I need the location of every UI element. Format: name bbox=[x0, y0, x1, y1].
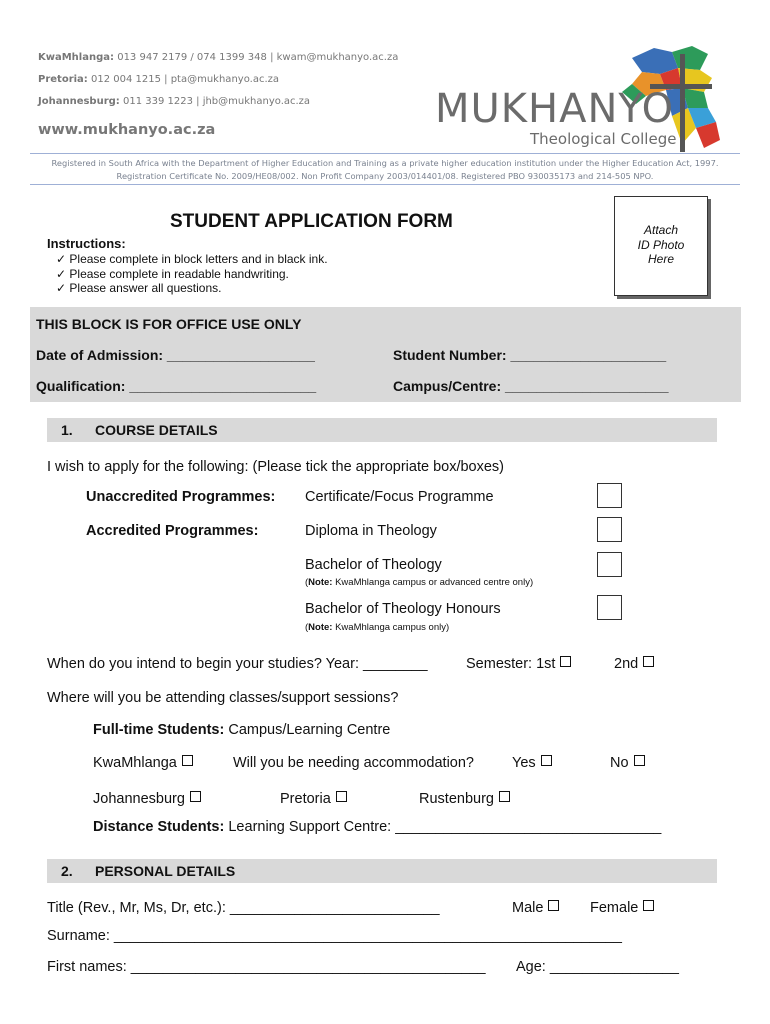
contact-johannesburg: Johannesburg: 011 339 1223 | jhb@mukhanyo.ac.za bbox=[38, 96, 311, 107]
instruction-item: ✓ Please answer all questions. bbox=[56, 281, 222, 295]
checkbox-honours[interactable] bbox=[597, 595, 622, 620]
office-use-block bbox=[30, 307, 741, 402]
id-photo-box[interactable]: Attach ID Photo Here bbox=[614, 196, 708, 296]
check-icon: ✓ bbox=[56, 266, 67, 281]
semester-second[interactable]: 2nd bbox=[614, 656, 654, 672]
fulltime-line: Full-time Students: Campus/Learning Centre bbox=[93, 722, 391, 738]
contact-pretoria: Pretoria: 012 004 1215 | pta@mukhanyo.ac.za bbox=[38, 74, 279, 85]
form-title: STUDENT APPLICATION FORM bbox=[170, 211, 453, 232]
programme-certificate: Certificate/Focus Programme bbox=[305, 489, 494, 505]
option-rustenburg[interactable]: Rustenburg bbox=[419, 791, 510, 807]
checkbox-rustenburg[interactable] bbox=[499, 791, 510, 802]
instruction-item: ✓ Please complete in readable handwriting. bbox=[56, 266, 289, 281]
section-course-details: 1. COURSE DETAILS bbox=[47, 418, 717, 442]
semester-first[interactable]: Semester: 1st bbox=[466, 656, 571, 672]
checkbox-yes[interactable] bbox=[541, 755, 552, 766]
accredited-label: Accredited Programmes: bbox=[86, 523, 259, 539]
honours-note: (Note: KwaMhlanga campus only) bbox=[305, 622, 450, 633]
unaccredited-label: Unaccredited Programmes: bbox=[86, 489, 276, 505]
header-rule-top bbox=[30, 153, 740, 154]
option-female[interactable]: Female bbox=[590, 900, 654, 916]
check-icon: ✓ bbox=[56, 281, 67, 295]
contact-kwamhlanga: KwaMhlanga: 013 947 2179 / 074 1399 348 | kwam@mukhanyo.ac.za bbox=[38, 52, 399, 63]
campus-centre-field[interactable]: Campus/Centre: _____________________ bbox=[393, 378, 669, 394]
checkbox-semester-2[interactable] bbox=[643, 656, 654, 667]
header-rule-bottom bbox=[30, 184, 740, 185]
programme-honours: Bachelor of Theology Honours bbox=[305, 601, 501, 617]
qualification-field[interactable]: Qualification: ________________________ bbox=[36, 378, 317, 394]
option-pretoria[interactable]: Pretoria bbox=[280, 791, 347, 807]
student-number-field[interactable]: Student Number: ____________________ bbox=[393, 347, 667, 363]
website-link[interactable]: www.mukhanyo.ac.za bbox=[38, 122, 216, 138]
option-male[interactable]: Male bbox=[512, 900, 559, 916]
office-heading: THIS BLOCK IS FOR OFFICE USE ONLY bbox=[36, 316, 302, 332]
registration-text: Registered in South Africa with the Department of Higher Education and Training as a private higher education institution under the Higher Education Act, 1997. Registration Certificate No. 2009/HE08/002. Non Profit Company 2003/014401/08. Registered PBO 930035173 and 214-505 NPO. bbox=[51, 158, 719, 181]
logo-subtitle: Theological College bbox=[530, 130, 677, 148]
instructions-heading: Instructions: bbox=[47, 236, 126, 251]
date-of-admission-field[interactable]: Date of Admission: ___________________ bbox=[36, 347, 315, 363]
college-logo bbox=[430, 40, 735, 152]
course-intro: I wish to apply for the following: (Please tick the appropriate box/boxes) bbox=[47, 459, 504, 475]
checkbox-bachelor[interactable] bbox=[597, 552, 622, 577]
check-icon: ✓ bbox=[56, 252, 67, 266]
title-field[interactable]: Title (Rev., Mr, Ms, Dr, etc.): __________________________ bbox=[47, 900, 440, 916]
programme-bachelor: Bachelor of Theology bbox=[305, 557, 442, 573]
option-kwamhlanga[interactable]: KwaMhlanga bbox=[93, 755, 193, 771]
first-names-field[interactable]: First names: ____________________________________________ bbox=[47, 959, 486, 975]
programme-diploma: Diploma in Theology bbox=[305, 523, 437, 539]
begin-year-field[interactable]: When do you intend to begin your studies? Year: ________ bbox=[47, 656, 428, 672]
accommodation-question: Will you be needing accommodation? bbox=[233, 755, 474, 771]
option-yes[interactable]: Yes bbox=[512, 755, 552, 771]
checkbox-male[interactable] bbox=[548, 900, 559, 911]
checkbox-female[interactable] bbox=[643, 900, 654, 911]
checkbox-diploma[interactable] bbox=[597, 517, 622, 542]
option-no[interactable]: No bbox=[610, 755, 645, 771]
checkbox-semester-1[interactable] bbox=[560, 656, 571, 667]
instructions-list bbox=[56, 252, 328, 296]
bachelor-note: (Note: KwaMhlanga campus or advanced centre only) bbox=[305, 577, 534, 588]
option-johannesburg[interactable]: Johannesburg bbox=[93, 791, 201, 807]
instruction-item: ✓ Please complete in block letters and in black ink. bbox=[56, 252, 328, 266]
checkbox-kwamhlanga[interactable] bbox=[182, 755, 193, 766]
checkbox-pretoria[interactable] bbox=[336, 791, 347, 802]
checkbox-certificate[interactable] bbox=[597, 483, 622, 508]
checkbox-no[interactable] bbox=[634, 755, 645, 766]
section-personal-details: 2. PERSONAL DETAILS bbox=[47, 859, 717, 883]
surname-field[interactable]: Surname: _______________________________________________________________ bbox=[47, 928, 622, 944]
logo-wordmark: MUKHANYO bbox=[435, 86, 675, 132]
age-field[interactable]: Age: ________________ bbox=[516, 959, 679, 975]
distance-field[interactable]: Distance Students: Learning Support Centre: _________________________________ bbox=[93, 819, 662, 835]
where-question: Where will you be attending classes/support sessions? bbox=[47, 690, 399, 706]
checkbox-johannesburg[interactable] bbox=[190, 791, 201, 802]
